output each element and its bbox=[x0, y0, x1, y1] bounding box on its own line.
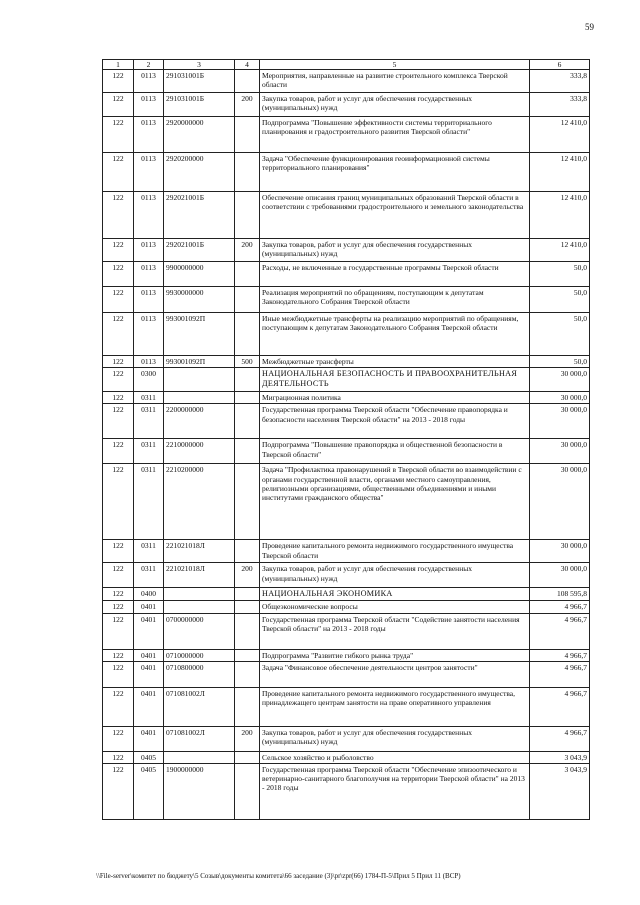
description-text: Расходы, не включенные в государственные программы Тверской области bbox=[262, 263, 499, 273]
target-article-cell: 993001092П bbox=[164, 356, 235, 368]
expense-type-cell bbox=[235, 439, 260, 464]
table-row bbox=[103, 356, 590, 368]
target-article-cell bbox=[164, 601, 235, 613]
description-cell bbox=[260, 70, 530, 93]
description-cell bbox=[260, 439, 530, 464]
section-code-cell: 0311 bbox=[134, 404, 164, 439]
description-cell bbox=[260, 239, 530, 262]
description-text: НАЦИОНАЛЬНАЯ БЕЗОПАСНОСТЬ И ПРАВООХРАНИТЕЛЬНАЯ ДЕЯТЕЛЬНОСТЬ bbox=[262, 369, 518, 389]
table-row bbox=[103, 153, 590, 192]
table-row bbox=[103, 70, 590, 93]
expense-type-cell bbox=[235, 368, 260, 392]
admin-code-cell: 122 bbox=[103, 153, 134, 192]
target-article-cell: 291031001Б bbox=[164, 70, 235, 93]
description-cell bbox=[260, 588, 530, 601]
section-code-cell: 0113 bbox=[134, 153, 164, 192]
description-text: Задача "Финансовое обеспечение деятельности центров занятости" bbox=[262, 662, 478, 672]
description-text: Задача "Обеспечение функционирования геоинформационной системы территориального планирования" bbox=[262, 154, 490, 173]
column-header: 3 bbox=[164, 60, 235, 70]
table-section-row bbox=[103, 588, 590, 601]
section-code-cell: 0405 bbox=[134, 751, 164, 763]
admin-code-cell: 122 bbox=[103, 192, 134, 239]
expense-type-cell bbox=[235, 262, 260, 287]
admin-code-cell: 122 bbox=[103, 751, 134, 763]
amount-cell: 12 410,0 bbox=[530, 239, 590, 262]
expense-type-cell bbox=[235, 392, 260, 404]
description-cell bbox=[260, 763, 530, 819]
section-code-cell: 0401 bbox=[134, 649, 164, 661]
amount-cell: 30 000,0 bbox=[530, 439, 590, 464]
admin-code-cell: 122 bbox=[103, 687, 134, 726]
description-cell bbox=[260, 726, 530, 751]
expense-type-cell bbox=[235, 287, 260, 313]
section-code-cell: 0401 bbox=[134, 687, 164, 726]
description-text: Задача "Профилактика правонарушений в Тверской области во взаимодействии с органами государственной власти, органами местного самоуправления, религиозными организациями, общественными объединениями и иными институтами гражданского общества" bbox=[262, 465, 522, 502]
admin-code-cell: 122 bbox=[103, 239, 134, 262]
column-header: 1 bbox=[103, 60, 134, 70]
description-text: Подпрограмма "Повышение правопорядка и общественной безопасности в Тверской области" bbox=[262, 440, 503, 459]
target-article-cell bbox=[164, 751, 235, 763]
admin-code-cell: 122 bbox=[103, 649, 134, 661]
expense-type-cell: 200 bbox=[235, 726, 260, 751]
amount-cell: 50,0 bbox=[530, 313, 590, 356]
description-text: Иные межбюджетные трансферты на реализацию мероприятий по обращениям, поступающим к депутатам Законодательного Собрания Тверской области bbox=[262, 314, 519, 333]
section-code-cell: 0113 bbox=[134, 93, 164, 117]
description-cell bbox=[260, 287, 530, 313]
target-article-cell: 2920000000 bbox=[164, 117, 235, 153]
expense-type-cell bbox=[235, 540, 260, 563]
admin-code-cell: 122 bbox=[103, 404, 134, 439]
section-code-cell: 0401 bbox=[134, 726, 164, 751]
expense-type-cell: 200 bbox=[235, 563, 260, 588]
admin-code-cell: 122 bbox=[103, 588, 134, 601]
table-row bbox=[103, 601, 590, 613]
target-article-cell bbox=[164, 368, 235, 392]
description-cell bbox=[260, 93, 530, 117]
amount-cell: 4 966,7 bbox=[530, 601, 590, 613]
section-code-cell: 0311 bbox=[134, 563, 164, 588]
expense-type-cell bbox=[235, 661, 260, 687]
amount-cell: 50,0 bbox=[530, 287, 590, 313]
admin-code-cell: 122 bbox=[103, 464, 134, 540]
expense-type-cell bbox=[235, 464, 260, 540]
section-code-cell: 0113 bbox=[134, 70, 164, 93]
description-text: Межбюджетные трансферты bbox=[262, 357, 354, 367]
target-article-cell: 221021018Л bbox=[164, 540, 235, 563]
description-text: Закупка товаров, работ и услуг для обеспечения государственных (муниципальных) нужд bbox=[262, 727, 473, 746]
description-text: Государственная программа Тверской области "Содействие занятости населения Тверской области" на 2013 - 2018 годы bbox=[262, 614, 520, 633]
section-code-cell: 0113 bbox=[134, 192, 164, 239]
target-article-cell: 2210000000 bbox=[164, 439, 235, 464]
description-cell bbox=[260, 262, 530, 287]
target-article-cell: 0710800000 bbox=[164, 661, 235, 687]
amount-cell: 50,0 bbox=[530, 262, 590, 287]
description-cell bbox=[260, 540, 530, 563]
amount-cell: 4 966,7 bbox=[530, 661, 590, 687]
expense-type-cell bbox=[235, 192, 260, 239]
table-row bbox=[103, 117, 590, 153]
amount-cell: 30 000,0 bbox=[530, 404, 590, 439]
target-article-cell: 221021018Л bbox=[164, 563, 235, 588]
table-row bbox=[103, 613, 590, 649]
amount-cell: 4 966,7 bbox=[530, 726, 590, 751]
target-article-cell: 9930000000 bbox=[164, 287, 235, 313]
expense-type-cell: 200 bbox=[235, 93, 260, 117]
budget-table bbox=[102, 59, 590, 820]
description-cell bbox=[260, 649, 530, 661]
expense-type-cell bbox=[235, 687, 260, 726]
amount-cell: 3 043,9 bbox=[530, 763, 590, 819]
table-row bbox=[103, 392, 590, 404]
column-header: 4 bbox=[235, 60, 260, 70]
target-article-cell: 2920200000 bbox=[164, 153, 235, 192]
description-cell bbox=[260, 404, 530, 439]
target-article-cell: 9900000000 bbox=[164, 262, 235, 287]
description-text: Государственная программа Тверской области "Обеспечение правопорядка и безопасности населения Тверской области" на 2013 - 2018 годы bbox=[262, 405, 508, 424]
column-header: 6 bbox=[530, 60, 590, 70]
description-text: Обеспечение описания границ муниципальных образований Тверской области в соответствии с требованиями градостроительного и земельного законодательства bbox=[262, 193, 524, 212]
description-text: Закупка товаров, работ и услуг для обеспечения государственных (муниципальных) нужд bbox=[262, 564, 473, 583]
description-cell bbox=[260, 368, 530, 392]
admin-code-cell: 122 bbox=[103, 601, 134, 613]
description-cell bbox=[260, 192, 530, 239]
amount-cell: 4 966,7 bbox=[530, 649, 590, 661]
section-code-cell: 0401 bbox=[134, 613, 164, 649]
admin-code-cell: 122 bbox=[103, 368, 134, 392]
expense-type-cell: 200 bbox=[235, 239, 260, 262]
target-article-cell: 292021001Б bbox=[164, 192, 235, 239]
expense-type-cell bbox=[235, 649, 260, 661]
description-text: Мероприятия, направленные на развитие строительного комплекса Тверской области bbox=[262, 71, 508, 90]
table-row bbox=[103, 540, 590, 563]
table-row bbox=[103, 763, 590, 819]
column-header: 2 bbox=[134, 60, 164, 70]
description-cell bbox=[260, 464, 530, 540]
description-cell bbox=[260, 356, 530, 368]
admin-code-cell: 122 bbox=[103, 287, 134, 313]
description-text: Закупка товаров, работ и услуг для обеспечения государственных (муниципальных) нужд bbox=[262, 240, 473, 259]
amount-cell: 108 595,8 bbox=[530, 588, 590, 601]
admin-code-cell: 122 bbox=[103, 93, 134, 117]
section-code-cell: 0113 bbox=[134, 239, 164, 262]
admin-code-cell: 122 bbox=[103, 117, 134, 153]
amount-cell: 4 966,7 bbox=[530, 687, 590, 726]
table-section-row bbox=[103, 368, 590, 392]
description-text: Реализация мероприятий по обращениям, поступающим к депутатам Законодательного Собрания Тверской области bbox=[262, 288, 484, 307]
description-cell bbox=[260, 563, 530, 588]
amount-cell: 50,0 bbox=[530, 356, 590, 368]
target-article-cell: 292021001Б bbox=[164, 239, 235, 262]
table-row bbox=[103, 313, 590, 356]
admin-code-cell: 122 bbox=[103, 262, 134, 287]
admin-code-cell: 122 bbox=[103, 392, 134, 404]
description-cell bbox=[260, 153, 530, 192]
description-text: Государственная программа Тверской области "Обеспечение эпизоотического и ветеринарно-санитарного благополучия на территории Тверской области" на 2013 - 2018 годы bbox=[262, 764, 525, 793]
target-article-cell: 2200000000 bbox=[164, 404, 235, 439]
amount-cell: 4 966,7 bbox=[530, 613, 590, 649]
description-text: Сельское хозяйство и рыболовство bbox=[262, 752, 374, 762]
description-cell bbox=[260, 751, 530, 763]
description-cell bbox=[260, 601, 530, 613]
expense-type-cell bbox=[235, 117, 260, 153]
amount-cell: 3 043,9 bbox=[530, 751, 590, 763]
page-number: 59 bbox=[585, 22, 594, 32]
target-article-cell: 0710000000 bbox=[164, 649, 235, 661]
description-cell bbox=[260, 687, 530, 726]
section-code-cell: 0113 bbox=[134, 262, 164, 287]
admin-code-cell: 122 bbox=[103, 613, 134, 649]
file-path-footer: \\File-server\комитет по бюджету\5 Созыв\документы комитета\66 заседание (3)\pr\zpr(66) 1784-П-5\Прил 5 Прил 11 (ВСР) bbox=[96, 872, 461, 880]
amount-cell: 12 410,0 bbox=[530, 117, 590, 153]
description-text: НАЦИОНАЛЬНАЯ ЭКОНОМИКА bbox=[262, 589, 393, 599]
description-text: Закупка товаров, работ и услуг для обеспечения государственных (муниципальных) нужд bbox=[262, 94, 473, 113]
admin-code-cell: 122 bbox=[103, 563, 134, 588]
description-cell bbox=[260, 392, 530, 404]
table-header-row bbox=[103, 60, 590, 70]
target-article-cell: 993001092П bbox=[164, 313, 235, 356]
section-code-cell: 0311 bbox=[134, 392, 164, 404]
admin-code-cell: 122 bbox=[103, 540, 134, 563]
description-text: Общеэкономические вопросы bbox=[262, 602, 358, 612]
description-cell bbox=[260, 613, 530, 649]
table-row bbox=[103, 687, 590, 726]
expense-type-cell bbox=[235, 751, 260, 763]
table-row bbox=[103, 192, 590, 239]
expense-type-cell bbox=[235, 313, 260, 356]
amount-cell: 30 000,0 bbox=[530, 540, 590, 563]
target-article-cell: 071081002Л bbox=[164, 726, 235, 751]
description-text: Подпрограмма "Развитие гибкого рынка труда" bbox=[262, 650, 414, 660]
description-text: Миграционная политика bbox=[262, 393, 341, 403]
amount-cell: 12 410,0 bbox=[530, 192, 590, 239]
table-row bbox=[103, 287, 590, 313]
table-row bbox=[103, 751, 590, 763]
table-row bbox=[103, 93, 590, 117]
target-article-cell: 0700000000 bbox=[164, 613, 235, 649]
expense-type-cell bbox=[235, 70, 260, 93]
expense-type-cell bbox=[235, 588, 260, 601]
section-code-cell: 0311 bbox=[134, 540, 164, 563]
admin-code-cell: 122 bbox=[103, 356, 134, 368]
section-code-cell: 0300 bbox=[134, 368, 164, 392]
table-row bbox=[103, 404, 590, 439]
expense-type-cell bbox=[235, 601, 260, 613]
section-code-cell: 0311 bbox=[134, 439, 164, 464]
target-article-cell bbox=[164, 588, 235, 601]
section-code-cell: 0113 bbox=[134, 287, 164, 313]
section-code-cell: 0113 bbox=[134, 117, 164, 153]
table-row bbox=[103, 439, 590, 464]
target-article-cell: 1900000000 bbox=[164, 763, 235, 819]
section-code-cell: 0311 bbox=[134, 464, 164, 540]
description-cell bbox=[260, 313, 530, 356]
description-text: Подпрограмма "Повышение эффективности системы территориального планирования и градостроительного развития Тверской области" bbox=[262, 118, 492, 137]
admin-code-cell: 122 bbox=[103, 763, 134, 819]
section-code-cell: 0113 bbox=[134, 356, 164, 368]
section-code-cell: 0401 bbox=[134, 661, 164, 687]
expense-type-cell bbox=[235, 153, 260, 192]
amount-cell: 30 000,0 bbox=[530, 368, 590, 392]
amount-cell: 30 000,0 bbox=[530, 464, 590, 540]
expense-type-cell bbox=[235, 763, 260, 819]
amount-cell: 30 000,0 bbox=[530, 392, 590, 404]
section-code-cell: 0405 bbox=[134, 763, 164, 819]
admin-code-cell: 122 bbox=[103, 439, 134, 464]
table-row bbox=[103, 464, 590, 540]
description-cell bbox=[260, 117, 530, 153]
description-cell bbox=[260, 661, 530, 687]
section-code-cell: 0401 bbox=[134, 601, 164, 613]
amount-cell: 333,8 bbox=[530, 93, 590, 117]
section-code-cell: 0400 bbox=[134, 588, 164, 601]
table-body bbox=[103, 70, 590, 820]
admin-code-cell: 122 bbox=[103, 726, 134, 751]
admin-code-cell: 122 bbox=[103, 70, 134, 93]
table-row bbox=[103, 563, 590, 588]
target-article-cell: 291031001Б bbox=[164, 93, 235, 117]
amount-cell: 30 000,0 bbox=[530, 563, 590, 588]
column-header: 5 bbox=[260, 60, 530, 70]
description-text: Проведение капитального ремонта недвижимого государственного имущества Тверской области bbox=[262, 541, 514, 560]
table-row bbox=[103, 649, 590, 661]
target-article-cell bbox=[164, 392, 235, 404]
amount-cell: 12 410,0 bbox=[530, 153, 590, 192]
table-row bbox=[103, 726, 590, 751]
description-text: Проведение капитального ремонта недвижимого государственного имущества, принадлежащего центрам занятости на праве оперативного управления bbox=[262, 688, 516, 707]
admin-code-cell: 122 bbox=[103, 661, 134, 687]
expense-type-cell bbox=[235, 613, 260, 649]
table-row bbox=[103, 661, 590, 687]
expense-type-cell: 500 bbox=[235, 356, 260, 368]
target-article-cell: 2210200000 bbox=[164, 464, 235, 540]
section-code-cell: 0113 bbox=[134, 313, 164, 356]
table-row bbox=[103, 239, 590, 262]
amount-cell: 333,8 bbox=[530, 70, 590, 93]
admin-code-cell: 122 bbox=[103, 313, 134, 356]
expense-type-cell bbox=[235, 404, 260, 439]
table-row bbox=[103, 262, 590, 287]
target-article-cell: 071081002Л bbox=[164, 687, 235, 726]
